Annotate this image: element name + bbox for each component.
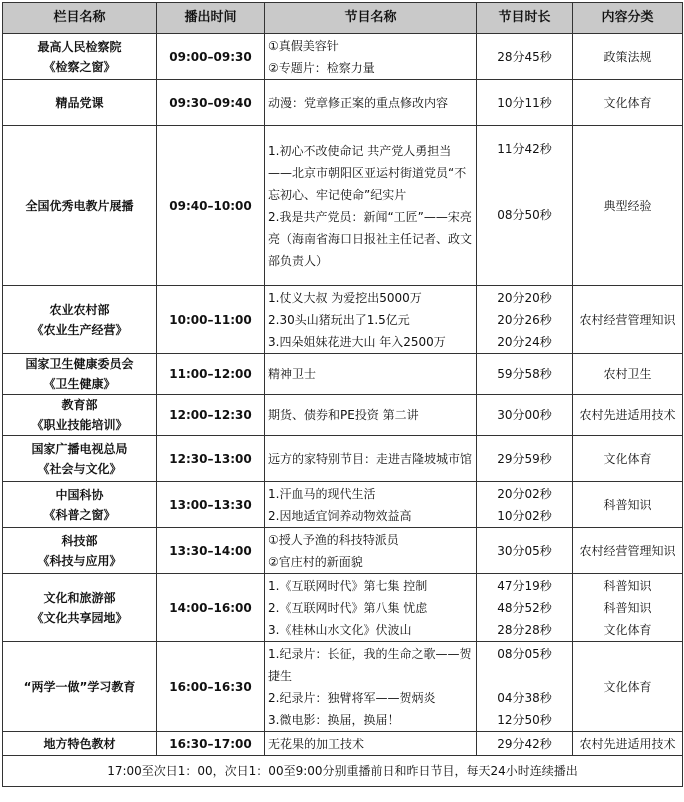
time-cell: 12:30–13:00 bbox=[157, 436, 265, 482]
footer-note: 17:00至次日1：00，次日1：00至9:00分别重播前日和昨日节目，每天24小时连续播出 bbox=[3, 756, 683, 787]
program-cell: 1.汗血马的现代生活 2.因地适宜饲养动物效益高 bbox=[265, 482, 477, 528]
table-row bbox=[3, 574, 683, 642]
category-cell: 文化体育 bbox=[573, 642, 683, 732]
table-row bbox=[3, 354, 683, 395]
time-cell: 13:30–14:00 bbox=[157, 528, 265, 574]
table-row bbox=[3, 80, 683, 126]
category-cell: 政策法规 bbox=[573, 34, 683, 80]
table-row bbox=[3, 395, 683, 436]
column-name-cell: 农业农村部 《农业生产经营》 bbox=[3, 286, 157, 354]
column-name-cell: 精品党课 bbox=[3, 80, 157, 126]
duration-cell: 20分02秒 10分02秒 bbox=[477, 482, 573, 528]
category-cell: 农村卫生 bbox=[573, 354, 683, 395]
header-duration: 节目时长 bbox=[477, 3, 573, 34]
program-cell: ①授人予渔的科技特派员 ②官庄村的新面貌 bbox=[265, 528, 477, 574]
time-cell: 14:00–16:00 bbox=[157, 574, 265, 642]
duration-cell: 29分42秒 bbox=[477, 732, 573, 756]
time-cell: 09:30–09:40 bbox=[157, 80, 265, 126]
time-cell: 13:00–13:30 bbox=[157, 482, 265, 528]
table-row bbox=[3, 34, 683, 80]
column-name-cell: 国家广播电视总局 《社会与文化》 bbox=[3, 436, 157, 482]
table-row bbox=[3, 482, 683, 528]
column-name-cell: 教育部 《职业技能培训》 bbox=[3, 395, 157, 436]
duration-cell: 28分45秒 bbox=[477, 34, 573, 80]
program-cell: 1.纪录片：长征，我的生命之歌——贺捷生 2.纪录片：独臂将军——贺炳炎 3.微电影：换届，换届！ bbox=[265, 642, 477, 732]
program-cell: 精神卫士 bbox=[265, 354, 477, 395]
column-name-cell: 文化和旅游部 《文化共享园地》 bbox=[3, 574, 157, 642]
category-cell: 科普知识 科普知识 文化体育 bbox=[573, 574, 683, 642]
category-cell: 文化体育 bbox=[573, 436, 683, 482]
program-cell: 远方的家特别节目：走进吉隆坡城市馆 bbox=[265, 436, 477, 482]
duration-cell: 29分59秒 bbox=[477, 436, 573, 482]
header-broadcast-time: 播出时间 bbox=[157, 3, 265, 34]
footer-row bbox=[3, 756, 683, 787]
category-cell: 农村先进适用技术 bbox=[573, 732, 683, 756]
time-cell: 16:00–16:30 bbox=[157, 642, 265, 732]
schedule-table bbox=[2, 2, 683, 787]
column-name-cell: “两学一做”学习教育 bbox=[3, 642, 157, 732]
table-row bbox=[3, 642, 683, 732]
duration-cell: 11分42秒 08分50秒 bbox=[477, 126, 573, 286]
duration-cell: 08分05秒 04分38秒 12分50秒 bbox=[477, 642, 573, 732]
time-cell: 11:00–12:00 bbox=[157, 354, 265, 395]
column-name-cell: 最高人民检察院 《检察之窗》 bbox=[3, 34, 157, 80]
table-row bbox=[3, 286, 683, 354]
column-name-cell: 科技部 《科技与应用》 bbox=[3, 528, 157, 574]
header-column-name: 栏目名称 bbox=[3, 3, 157, 34]
program-cell: 1.仗义大叔 为爱挖出5000万 2.30头山猪玩出了1.5亿元 3.四朵姐妹花进大山 年入2500万 bbox=[265, 286, 477, 354]
duration-cell: 30分05秒 bbox=[477, 528, 573, 574]
program-cell: 动漫：党章修正案的重点修改内容 bbox=[265, 80, 477, 126]
header-row bbox=[3, 3, 683, 34]
table-row bbox=[3, 126, 683, 286]
program-cell: 1.《互联网时代》第七集 控制 2.《互联网时代》第八集 忧虑 3.《桂林山水文化》伏波山 bbox=[265, 574, 477, 642]
category-cell: 农村先进适用技术 bbox=[573, 395, 683, 436]
time-cell: 16:30–17:00 bbox=[157, 732, 265, 756]
table-row bbox=[3, 732, 683, 756]
column-name-cell: 中国科协 《科普之窗》 bbox=[3, 482, 157, 528]
column-name-cell: 国家卫生健康委员会 《卫生健康》 bbox=[3, 354, 157, 395]
duration-cell: 10分11秒 bbox=[477, 80, 573, 126]
time-cell: 12:00–12:30 bbox=[157, 395, 265, 436]
duration-cell: 47分19秒 48分52秒 28分28秒 bbox=[477, 574, 573, 642]
program-cell: 无花果的加工技术 bbox=[265, 732, 477, 756]
column-name-cell: 地方特色教材 bbox=[3, 732, 157, 756]
duration-cell: 59分58秒 bbox=[477, 354, 573, 395]
program-cell: ①真假美容针 ②专题片：检察力量 bbox=[265, 34, 477, 80]
time-cell: 09:40–10:00 bbox=[157, 126, 265, 286]
column-name-cell: 全国优秀电教片展播 bbox=[3, 126, 157, 286]
time-cell: 09:00–09:30 bbox=[157, 34, 265, 80]
category-cell: 农村经营管理知识 bbox=[573, 286, 683, 354]
table-row bbox=[3, 436, 683, 482]
program-cell: 期货、债券和PE投资 第二讲 bbox=[265, 395, 477, 436]
time-cell: 10:00–11:00 bbox=[157, 286, 265, 354]
duration-cell: 30分00秒 bbox=[477, 395, 573, 436]
header-category: 内容分类 bbox=[573, 3, 683, 34]
header-program-name: 节目名称 bbox=[265, 3, 477, 34]
table-row bbox=[3, 528, 683, 574]
category-cell: 文化体育 bbox=[573, 80, 683, 126]
category-cell: 典型经验 bbox=[573, 126, 683, 286]
category-cell: 科普知识 bbox=[573, 482, 683, 528]
category-cell: 农村经营管理知识 bbox=[573, 528, 683, 574]
duration-cell: 20分20秒 20分26秒 20分24秒 bbox=[477, 286, 573, 354]
program-cell: 1.初心不改使命记 共产党人勇担当——北京市朝阳区亚运村街道党员“不忘初心、牢记使命”纪实片 2.我是共产党员：新闻“工匠”——宋亮亮（海南省海口日报社主任记者、政文部负责人） bbox=[265, 126, 477, 286]
